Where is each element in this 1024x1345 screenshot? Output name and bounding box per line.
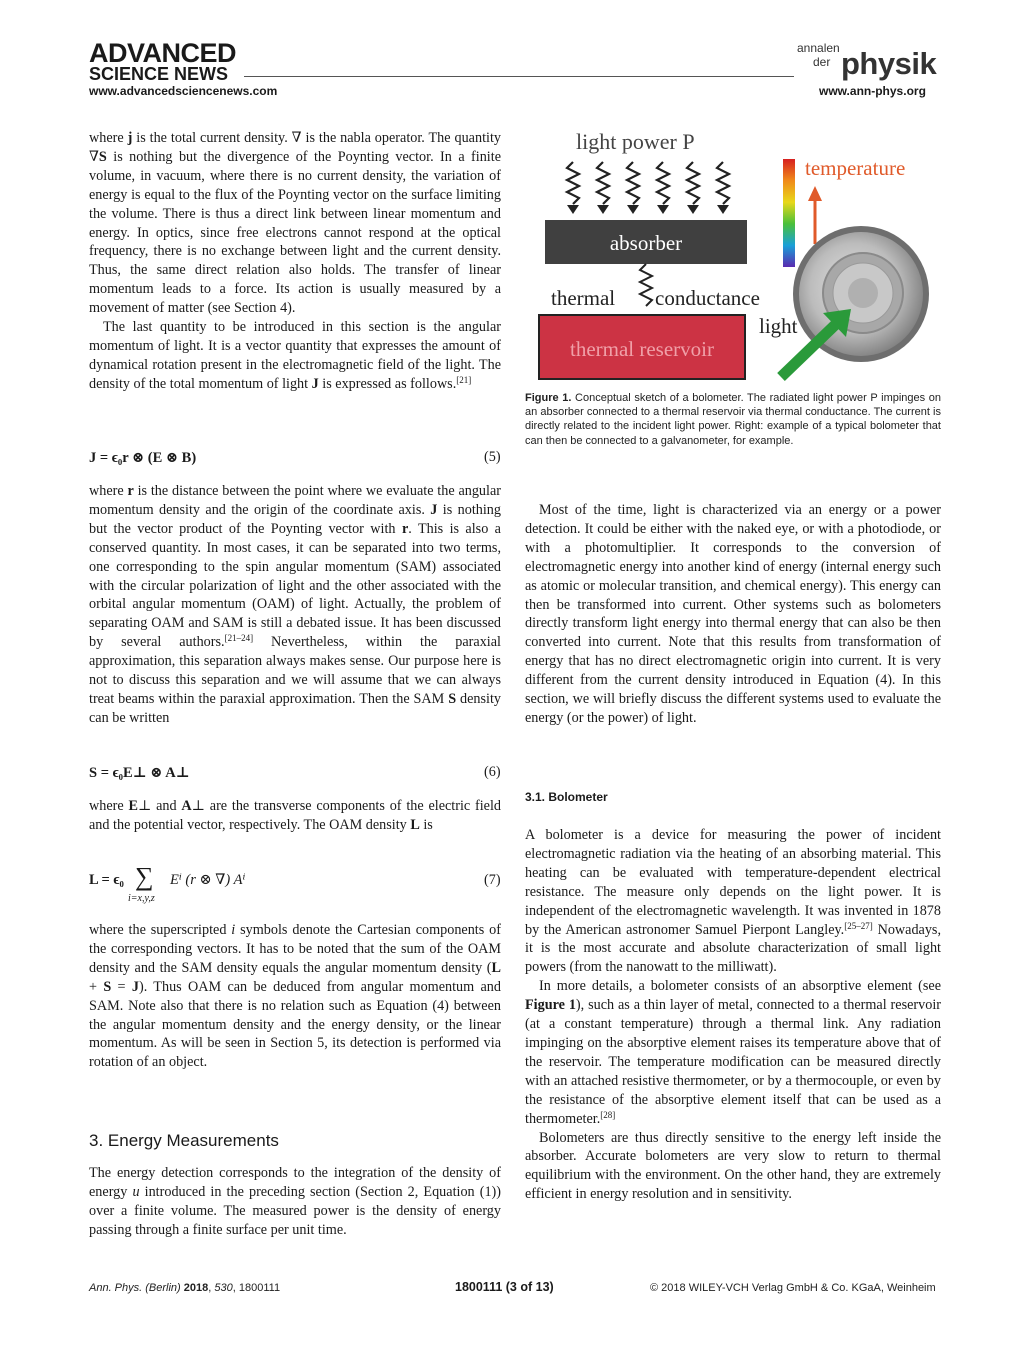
left-text-block-1 xyxy=(89,129,501,394)
reservoir-label: thermal reservoir xyxy=(569,337,715,361)
journal-logo-big: physik xyxy=(841,46,937,81)
paragraph: The energy detection corresponds to the integration of the density of energy u introduced in the preceding section (Section 2, Equation (1)) over a finite volume. The measured power is the density of energy passing through a finite surface per unit time. xyxy=(89,1165,502,1238)
equation-6-number: (6) xyxy=(484,764,501,780)
subsection-heading: 3.1. Bolometer xyxy=(525,790,608,804)
equation-7-number: (7) xyxy=(484,872,501,888)
thermal-link xyxy=(640,264,652,306)
equation-6: S = ϵ₀E⊥ ⊗ A⊥ xyxy=(89,765,190,781)
citation-ref[interactable]: [25–27] xyxy=(844,920,873,931)
absorber-label: absorber xyxy=(609,231,683,255)
section-heading: 3. Energy Measurements xyxy=(89,1131,279,1150)
footer-citation: Ann. Phys. (Berlin) 2018, 530, 1800111 xyxy=(89,1282,281,1294)
journal-logo-small-1: annalen xyxy=(797,41,840,55)
figure-caption-text: Conceptual sketch of a bolometer. The radiated light power P impinges on an absorber connected to a thermal reservoir via thermal conductance. The current is directly related to the incident light power. Right: example of a typical bolometer that can then be connected to a galvanometer, for example. xyxy=(525,392,942,447)
left-text-block-5 xyxy=(89,1164,501,1240)
publisher-logo xyxy=(89,40,236,83)
left-text-block-2 xyxy=(89,482,501,728)
paragraph: where r is the distance between the point where we evaluate the angular momentum density and the origin of the coordinate axis. J is nothing but the vector product of the Poynting vector with r. This is also a conserved quantity. In most cases, it can be separated into two terms, one corresponding to the spin angular momentum (SAM) associated with the circular polarization of light and the other associated with the orbital angular momentum (OAM) of light. Actually, the problem of separating OAM and SAM is still a debated issue. It has been discussed by several authors.[21–24] Nevertheless, within the paraxial approximation, this separation always makes sense. Our purpose here is not to discuss this separation and we will assume that we can always treat beams within the paraxial approximation. Then the SAM S density can be written xyxy=(89,483,502,726)
footer-article-id: 1800111 xyxy=(238,1282,281,1294)
paragraph: In more details, a bolometer consists of an absorptive element (see Figure 1), such as a thin layer of metal, connected to a thermal reservoir (at a constant temperature) through a thermal link. Any radiation impinging on the absorptive element raises its temperature above that of the reservoir. The temperature modification can be measured directly with an attached resistive thermometer, or by a thermocouple, or even by the resistance of the absorptive element itself that can be used as a thermometer.[28] xyxy=(525,978,941,1127)
left-text-block-4 xyxy=(89,921,501,1072)
footer-journal: Ann. Phys. xyxy=(89,1282,143,1294)
logo-line-2: SCIENCE NEWS xyxy=(89,64,229,84)
figure-caption-label: Figure 1. xyxy=(525,392,572,404)
wave-arrowheads xyxy=(567,205,729,214)
equation-5-number: (5) xyxy=(484,449,501,465)
journal-logo-small-2: der xyxy=(813,54,831,69)
paragraph: where E⊥ and A⊥ are the transverse components of the electric field and the potential vector, respectively. The OAM density L is xyxy=(89,798,501,833)
paragraph: Most of the time, light is characterized via an energy or a power detection. It could be either with the naked eye, or with a photodiode, or with a photomultiplier. It corresponds to the conversion of electromagnetic energy into another kind of energy (internal energy such as atomic or molecular transition, and chemical energy). This energy can then be transformed into current. Other systems such as bolometers directly transform light energy into thermal energy that can also be then converted into current. Note that this results from transformation of energy that has no direct electromagnetic origin into current. It is very different from the current density introduced in Equation (4). In this section, we will briefly discuss the different systems used to evaluate the energy (or the power) of light. xyxy=(525,502,941,726)
temperature-scale xyxy=(783,159,795,267)
left-text-block-3 xyxy=(89,797,501,835)
thermal-label: thermal xyxy=(551,286,616,310)
equation-7-subscript: i=x,y,z xyxy=(128,893,155,904)
conductance-label: conductance xyxy=(655,286,760,310)
right-text-block-2 xyxy=(525,826,941,1204)
paragraph: where j is the total current density. ∇ is the nabla operator. The quantity ∇S is nothing but the divergence of the Poynting vector. In a finite volume, in vacuum, where there is no current density, the variation of energy is equal to the flux of the Poynting vector on the surface limiting the volume. There is thus a direct link between linear momentum and energy. In optics, since free electrons cannot respond at the optical frequency, there is no exchange between light and the current density. Thus, the same direct relation also holds. The transfer of linear momentum leads to a force. Its action is usually measured by a movement of matter (see Section 4). xyxy=(89,130,501,317)
paragraph: where the superscripted i symbols denote the Cartesian components of the corresponding vectors. It has to be noted that the sum of the OAM density and the SAM density equals the angular momentum density (L + S = J). Thus OAM can be deduced from angular momentum and SAM. Note also that there is no relation such as Equation (4) between the angular momentum density and the energy density, or the linear momentum. As will be seen in Section 5, its detection is performed via rotation of an object. xyxy=(89,922,501,1071)
logo-line-1: ADVANCED xyxy=(89,38,237,68)
journal-logo xyxy=(797,42,947,82)
footer-page-number: 1800111 (3 of 13) xyxy=(455,1280,554,1294)
citation-ref[interactable]: [28] xyxy=(600,1109,616,1120)
citation-ref[interactable]: [21–24] xyxy=(224,633,254,644)
temperature-arrowhead xyxy=(808,186,822,201)
footer-volume: 530 xyxy=(214,1282,233,1294)
footer-copyright: © 2018 WILEY-VCH Verlag GmbH & Co. KGaA, Weinheim xyxy=(650,1282,936,1294)
equation-7-sum: ∑ xyxy=(135,862,154,891)
figure-caption xyxy=(525,391,941,448)
footer-city: (Berlin) xyxy=(145,1282,181,1294)
light-label: light xyxy=(759,314,798,338)
journal-url-link[interactable]: www.ann-phys.org xyxy=(819,84,926,98)
light-power-label: light power P xyxy=(576,129,695,154)
footer-year: 2018 xyxy=(183,1282,209,1294)
equation-7-lhs: L = ϵ₀ xyxy=(89,872,124,888)
figure-1 xyxy=(533,129,945,389)
temperature-label: temperature xyxy=(805,156,906,180)
paragraph: Bolometers are thus directly sensitive to the energy left inside the absorber. Accurate bolometers are very slow to return to thermal equilibrium with the environment. On the other hand, they are extremely efficient in energy resolution and in sensitivity. xyxy=(525,1129,941,1203)
citation-ref[interactable]: [21] xyxy=(456,374,472,385)
header-rule xyxy=(244,76,794,77)
bolometer-diagram xyxy=(533,129,945,389)
light-waves xyxy=(567,162,729,204)
paragraph: The last quantity to be introduced in this section is the angular momentum of light. It is a vector quantity that expresses the amount of dynamical rotation present in the electromagnetic field of the light. The density of the total momentum of light J is expressed as follows.[21] xyxy=(89,319,501,392)
right-text-block-1 xyxy=(525,501,941,728)
equation-5: J = ϵ₀r ⊗ (E ⊗ B) xyxy=(89,450,197,466)
equation-7-rhs: Eⁱ (r ⊗ ∇) Aⁱ xyxy=(170,872,246,888)
paragraph: A bolometer is a device for measuring the power of incident electromagnetic radiation via the heating of an absorbing material. This heating can be evaluated with temperature-dependent electrical resistance. The measure only depends on the light power. It is independent of the electromagnetic wavelength. It was invented in 1878 by the American astronomer Samuel Pierpont Langley.[25–27] Nowadays, it is the most accurate and absolute characterization of small light powers (from the nanowatt to the milliwatt). xyxy=(525,827,942,976)
publisher-url-link[interactable]: www.advancedsciencenews.com xyxy=(89,84,278,98)
